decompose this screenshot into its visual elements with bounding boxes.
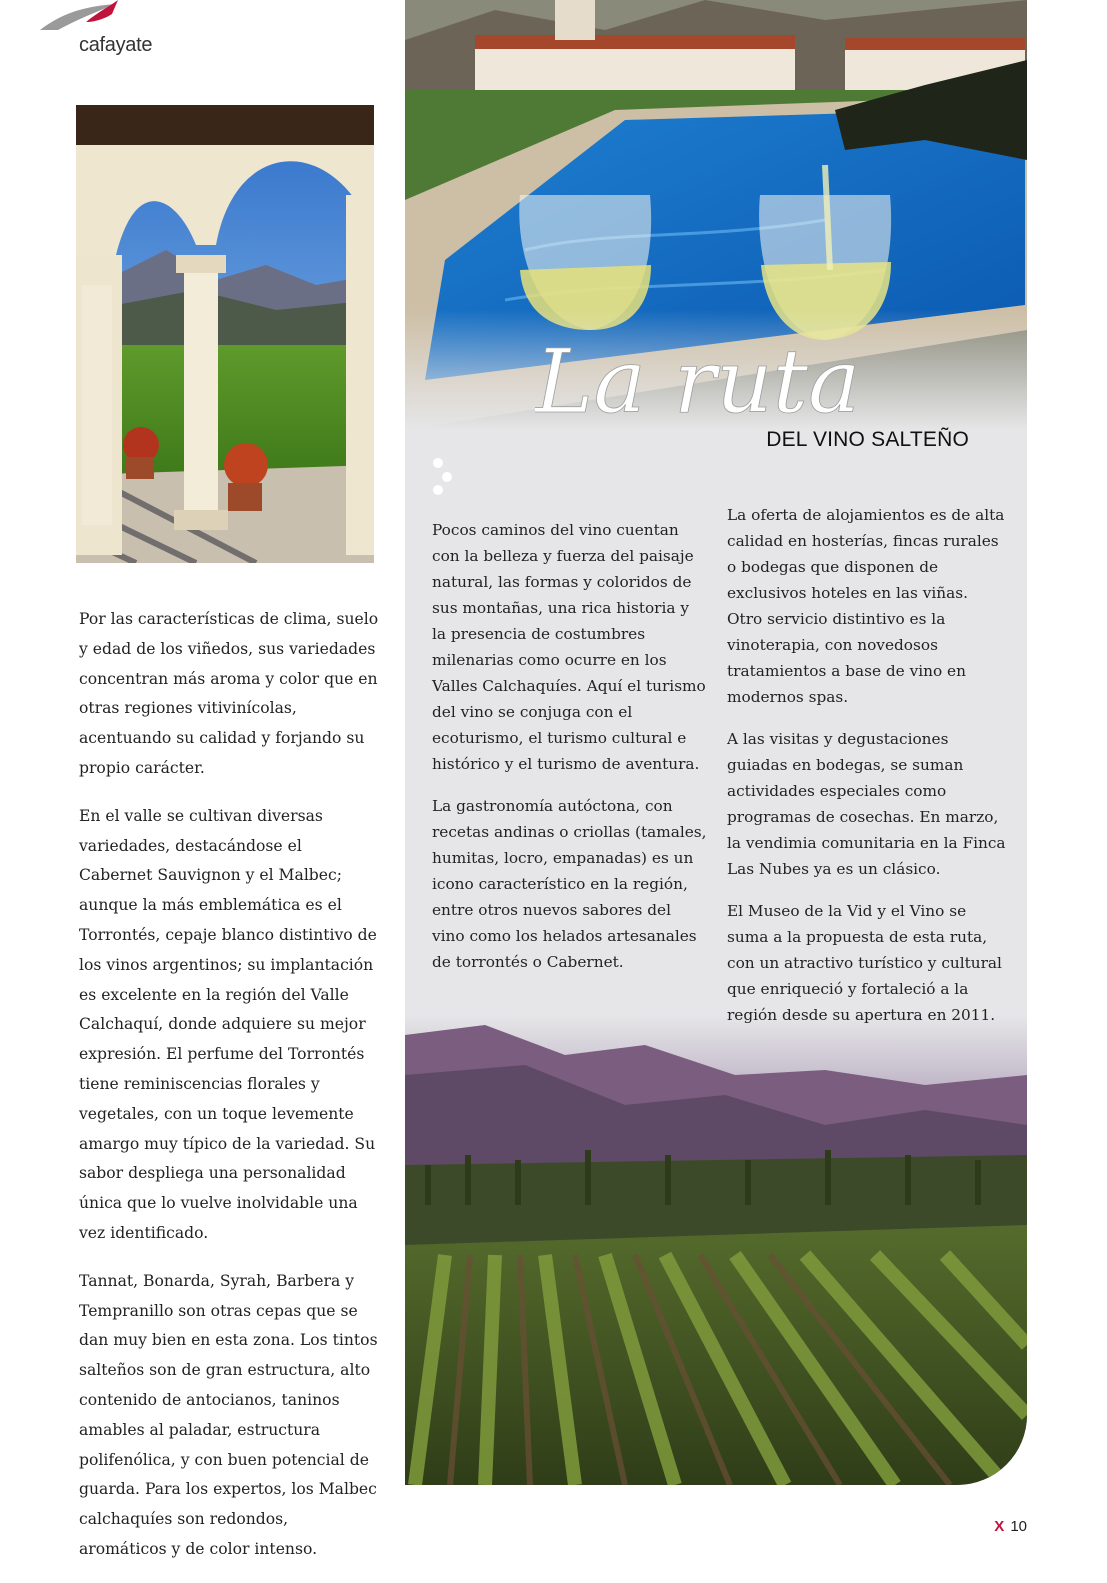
- article-column-middle: [432, 517, 707, 991]
- paragraph: El Museo de la Vid y el Vino se suma a la propuesta de esta ruta, con un atractivo turístico y cultural que enriqueció y fortaleció a la región desde su apertura en 2011.: [727, 902, 1002, 1024]
- magazine-logo-swoosh: [36, 0, 126, 36]
- article-subtitle: DEL VINO SALTEÑO: [766, 428, 969, 451]
- decorative-dots-icon: [431, 456, 461, 498]
- page-folio: [994, 1518, 1027, 1535]
- paragraph: En el valle se cultivan diversas variedades, destacándose el Cabernet Sauvignon y el Malbec; aunque la más emblemática es el Torrontés, cepaje blanco distintivo de los vinos argentinos; su implantación es excelente en la región del Valle Calchaquí, donde adquiere su mejor expresión. El perfume del Torrontés tiene reminiscencias florales y vegetales, con un toque levemente amargo muy típico de la variedad. Su sabor despliega una personalidad única que lo vuelve inolvidable una vez identificado.: [79, 806, 377, 1242]
- arches-courtyard-photo: [76, 105, 374, 563]
- paragraph: Tannat, Bonarda, Syrah, Barbera y Tempranillo son otras cepas que se dan muy bien en esta zona. Los tintos salteños son de gran estructura, alto contenido de antocianos, taninos amables al paladar, estructura polifenólica, y con buen potencial de guarda. Para los expertos, los Malbec calchaquíes son redondos, aromáticos y de color intenso.: [79, 1271, 378, 1558]
- title-script-la-ruta: [535, 330, 1015, 430]
- title-script-text: La ruta: [535, 330, 861, 430]
- paragraph: A las visitas y degustaciones guiadas en bodegas, se suman actividades especiales como programas de cosechas. En marzo, la vendimia comunitaria en la Finca Las Nubes ya es un clásico.: [727, 730, 1006, 878]
- article-column-right: [727, 502, 1007, 1044]
- page-number: 10: [1010, 1518, 1027, 1535]
- vineyard-mountains-photo: [405, 1015, 1027, 1485]
- paragraph: Por las características de clima, suelo y edad de los viñedos, sus variedades concentran más aroma y color que en otras regiones vitivinícolas, acentuando su calidad y forjando su propio carácter.: [79, 610, 379, 777]
- paragraph: La oferta de alojamientos es de alta calidad en hosterías, fincas rurales o bodegas que disponen de exclusivos hoteles en las viñas. Otro servicio distintivo es la vinoterapia, con novedosos tratamientos a base de vino en modernos spas.: [727, 506, 1005, 706]
- paragraph: La gastronomía autóctona, con recetas andinas o criollas (tamales, humitas, locro, empanadas) es un icono característico en la región, entre otros nuevos sabores del vino como los helados artesanales de torrontés o Cabernet.: [432, 797, 707, 971]
- article-column-left: [79, 605, 379, 1583]
- section-label: cafayate: [79, 34, 153, 56]
- paragraph: Pocos caminos del vino cuentan con la belleza y fuerza del paisaje natural, las formas y coloridos de sus montañas, una rica historia y la presencia de costumbres milenarias como ocurre en los Valles Calchaquíes. Aquí el turismo del vino se conjuga con el ecoturismo, el turismo cultural e histórico y el turismo de aventura.: [432, 521, 706, 773]
- folio-mark-icon: X: [994, 1518, 1005, 1535]
